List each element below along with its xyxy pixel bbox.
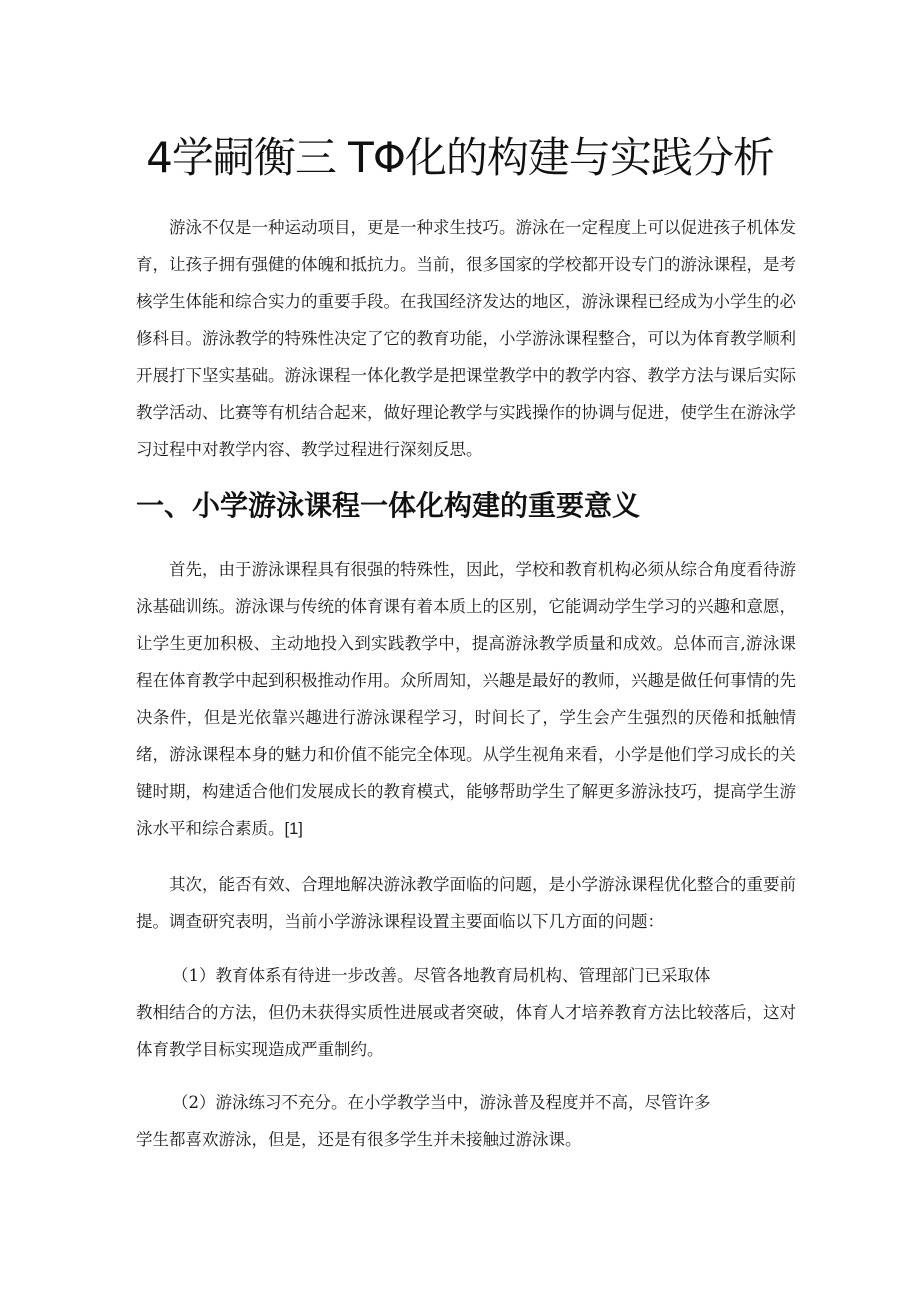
- paragraph-importance-first: [136, 551, 796, 848]
- paragraph-importance-second: 其次，能否有效、合理地解决游泳教学面临的问题，是小学游泳课程优化整合的重要前提。调查研究表明，当前小学游泳课程设置主要面临以下几方面的问题：: [136, 875, 796, 931]
- citation-marker: [1]: [284, 820, 303, 838]
- list-item-first-line: （2）游泳练习不充分。在小学教学当中，游泳普及程度并不高，尽管许多: [172, 1093, 711, 1112]
- list-item-continuation: 学生都喜欢游泳，但是，还是有很多学生并未接触过游泳课。: [136, 1130, 582, 1149]
- list-item: [136, 957, 796, 1068]
- list-item-continuation: 教相结合的方法，但仍未获得实质性进展或者突破，体育人才培养教育方法比较落后，这对体育教学目标实现造成严重制约。: [136, 1003, 796, 1059]
- intro-paragraph: 游泳不仅是一种运动项目，更是一种求生技巧。游泳在一定程度上可以促进孩子机体发育，让孩子拥有强健的体魄和抵抗力。当前，很多国家的学校都开设专门的游泳课程，是考核学生体能和综合实力的重要手段。在我国经济发达的地区，游泳课程已经成为小学生的必修科目。游泳教学的特殊性决定了它的教育功能，小学游泳课程整合，可以为体育教学顺利开展打下坚实基础。游泳课程一体化教学是把课堂教学中的教学内容、教学方法与课后实际教学活动、比赛等有机结合起来，做好理论教学与实践操作的协调与促进，使学生在游泳学习过程中对教学内容、教学过程进行深刻反思。: [136, 218, 796, 459]
- paragraph-importance-first-text: 首先，由于游泳课程具有很强的特殊性，因此，学校和教育机构必须从综合角度看待游泳基础训练。游泳课与传统的体育课有着本质上的区别，它能调动学生学习的兴趣和意愿，让学生更加积极、主动地投入到实践教学中，提高游泳教学质量和成效。总体而言,游泳课程在体育教学中起到积极推动作用。众所周知，兴趣是最好的教师，兴趣是做任何事情的先决条件，但是光依靠兴趣进行游泳课程学习，时间长了，学生会产生强烈的厌倦和抵触情绪，游泳课程本身的魅力和价值不能完全体现。从学生视角来看，小学是他们学习成长的关键时期，构建适合他们发展成长的教育模式，能够帮助学生了解更多游泳技巧，提高学生游泳水平和综合素质。: [136, 560, 796, 838]
- list-item: [136, 1084, 796, 1158]
- section-heading: 一、小学游泳课程一体化构建的重要意义: [136, 489, 641, 522]
- document-title: 4学嗣衡三 TΦ化的构建与实践分析: [146, 133, 774, 182]
- list-item-first-line: （1）教育体系有待进一步改善。尽管各地教育局机构、管理部门已采取体: [172, 966, 711, 985]
